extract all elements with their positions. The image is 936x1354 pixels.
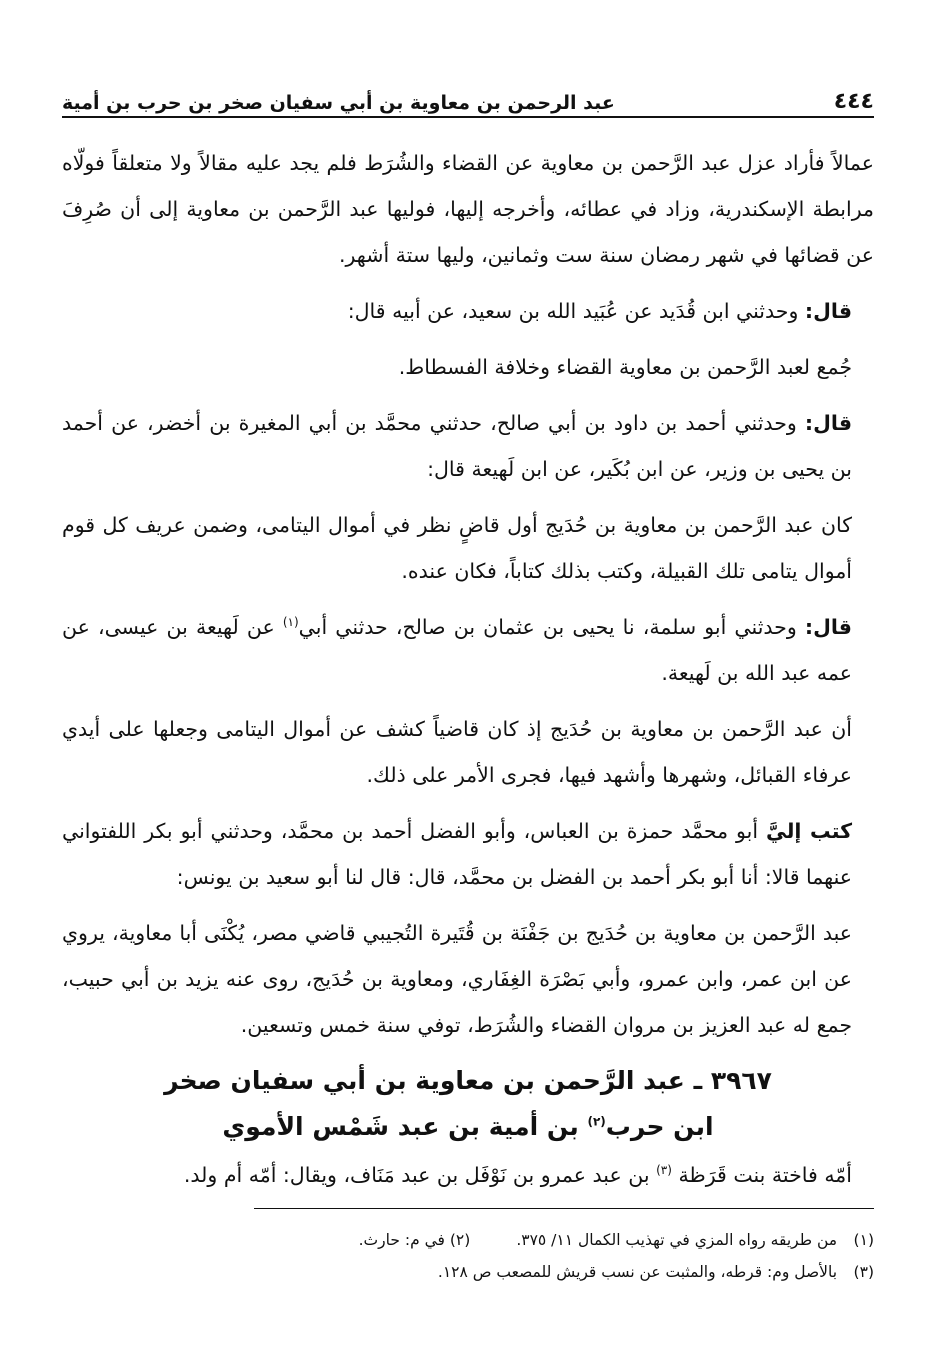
footnotes xyxy=(62,1224,874,1288)
book-page xyxy=(62,0,874,1354)
footnote-text: من طريقه رواه المزي في تهذيب الكمال ١١/ ٣٧٥. xyxy=(516,1231,838,1249)
footnote-divider xyxy=(254,1208,874,1209)
footnote-item xyxy=(438,1256,874,1288)
heading-line-2 xyxy=(62,1104,874,1150)
paragraph-text: وحدثني أبو سلمة، نا يحيى بن عثمان بن صالح، حدثني أبي xyxy=(298,615,797,639)
mother-paragraph xyxy=(62,1152,874,1198)
qala-keyword: قال: xyxy=(804,299,852,323)
footnote-item xyxy=(516,1224,874,1256)
paragraph-text: بن عبد عمرو بن نَوْفَل بن عبد مَنَاف، ويقال: أمّه أم ولد. xyxy=(183,1163,650,1187)
paragraph-text: وحدثني أحمد بن داود بن أبي صالح، حدثني محمَّد بن أبي المغيرة بن أخضر، عن أحمد بن يحيى بن وزير، عن ابن بُكَير، عن ابن لَهيعة قال: xyxy=(62,411,852,481)
paragraph xyxy=(62,808,874,900)
page-body xyxy=(62,140,874,1208)
running-title: عبد الرحمن بن معاوية بن أبي سفيان صخر بن حرب بن أمية xyxy=(62,92,615,114)
kutiba-keyword: كتب إليَّ xyxy=(765,819,852,843)
footnote-row xyxy=(62,1256,874,1288)
heading-line-1: ٣٩٦٧ ـ عبد الرَّحمن بن معاوية بن أبي سفيان صخر xyxy=(164,1066,772,1095)
paragraph: عمالاً فأراد عزل عبد الرَّحمن بن معاوية عن القضاء والشُرَط فلم يجد عليه مقالاً ولا متعلقاً فولّاه مرابطة الإسكندرية، وزاد في عطائه، وأخرجه إليها، فوليها عبد الرَّحمن بن معاوية إلى أن صُرِفَ عن قضائها في شهر رمضان سنة ست وثمانين، وليها ستة أشهر. xyxy=(62,151,874,267)
heading-text: بن أمية بن عبد شَمْس الأموي xyxy=(222,1112,579,1141)
paragraph: عبد الرَّحمن بن معاوية بن حُدَيج بن جَفْنَة بن قُتَيرة التُجيبي قاضي مصر، يُكْنَى أبا معاوية، يروي عن ابن عمر، وابن عمرو، وأبي بَصْرَة الغِفَاري، ومعاوية بن حُدَيج، روى عنه يزيد بن أبي حبيب، جمع له عبد العزيز بن مروان القضاء والشُرَط، توفي سنة خمس وتسعين. xyxy=(62,921,852,1037)
footnote-number: (٣) xyxy=(853,1263,874,1281)
paragraph xyxy=(62,604,874,696)
footnote-ref[interactable]: (٢) xyxy=(587,1114,606,1129)
footnote-row xyxy=(62,1224,874,1256)
footnote-text: في م: حارث. xyxy=(358,1231,445,1249)
footnote-number: (٢) xyxy=(449,1231,471,1249)
paragraph-text: عن لَهيعة بن عيسى، عن عمه عبد الله بن لَهيعة. xyxy=(62,615,852,685)
paragraph-text: أبو محمَّد حمزة بن العباس، وأبو الفضل أحمد بن محمَّد، وحدثني أبو بكر اللفتواني عنهما قالا: أنا أبو بكر أحمد بن الفضل بن محمَّد، قال: قال لنا أبو سعيد بن يونس: xyxy=(62,819,852,889)
page-header xyxy=(62,74,874,118)
entry-heading xyxy=(62,1058,874,1150)
paragraph xyxy=(62,400,874,492)
footnote-number: (١) xyxy=(853,1231,874,1249)
footnote-ref[interactable]: (٣) xyxy=(656,1163,672,1178)
heading-text: ابن حرب xyxy=(605,1112,714,1141)
paragraph xyxy=(62,288,874,334)
paragraph: أن عبد الرَّحمن بن معاوية بن حُدَيج إذ كان قاضياً كشف عن أموال اليتامى وجعلها على أيدي عرفاء القبائل، وشهرها وأشهد فيها، فجرى الأمر على ذلك. xyxy=(62,717,852,787)
page-number: ٤٤٤ xyxy=(833,89,874,114)
qala-keyword: قال: xyxy=(804,411,852,435)
paragraph-text: أمّه فاختة بنت قَرَظة xyxy=(678,1163,852,1187)
footnote-item xyxy=(359,1224,471,1256)
paragraph-text: وحدثني ابن قُدَيد عن عُبَيد الله بن سعيد، عن أبيه قال: xyxy=(347,299,799,323)
footnote-ref[interactable]: (١) xyxy=(282,615,299,630)
paragraph: كان عبد الرَّحمن بن معاوية بن حُدَيج أول قاضٍ نظر في أموال اليتامى، وضمن عريف كل قوم أموال يتامى تلك القبيلة، وكتب بذلك كتاباً، فكان عنده. xyxy=(62,513,852,583)
qala-keyword: قال: xyxy=(804,615,852,639)
paragraph: جُمع لعبد الرَّحمن بن معاوية القضاء وخلافة الفسطاط. xyxy=(398,355,852,379)
footnote-text: بالأصل وم: قرطه، والمثبت عن نسب قريش للمصعب ص ١٢٨. xyxy=(437,1263,838,1281)
